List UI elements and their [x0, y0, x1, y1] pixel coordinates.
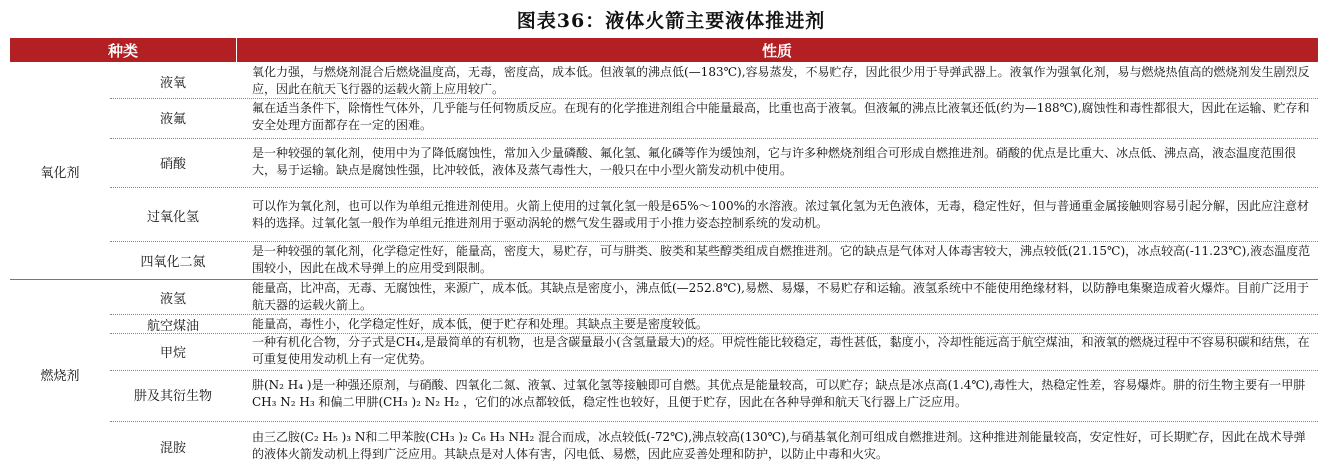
row-desc-hydrogen-peroxide: 可以作为氧化剂，也可以作为单组元推进剂使用。火箭上使用的过氧化氢一般是65%～100%的水溶液。浓过氧化氢为无色液体，无毒，稳定性好，但与普通重金属接触则容易引起分解，因此应注意材料的选择。过氧化氢一般作为单组元推进剂用于驱动涡轮的燃气发生器或用于小推力姿态控制系统的发动机。 [252, 199, 1309, 230]
category-oxidizer: 氧化剂 [40, 165, 80, 181]
row-name-methane: 甲烷 [159, 345, 186, 361]
row-name-hydrogen-peroxide: 过氧化氢 [146, 209, 199, 225]
figure-title: 图表36：液体火箭主要液体推进剂 [516, 10, 826, 32]
row-divider [110, 370, 1318, 371]
row-desc-hydrazine: 肼(N₂ H₄ )是一种强还原剂，与硝酸、四氧化二氮、液氧、过氧化氢等接触即可自燃。其优点是能量较高，可以贮存；缺点是冰点高(1.4℃),毒性大，热稳定性差，容易爆炸。肼的衍生物主要有一甲肼CH₃ N₂ H₃ 和偏二甲肼(CH₃ )₂ N₂ H₂ ，它们的冰点都较低，稳定性也较好，且便于贮存，因此在各种导弹和航天飞行器上广泛应用。 [252, 378, 1306, 409]
header-property [236, 38, 1318, 62]
category-fuel: 燃烧剂 [40, 368, 80, 384]
row-divider [110, 333, 1318, 334]
category-divider [10, 279, 1318, 280]
header-kind [10, 38, 236, 62]
row-divider [110, 421, 1318, 422]
row-desc-liquid-hydrogen: 能量高，比冲高，无毒、无腐蚀性，来源广，成本低。其缺点是密度小，沸点低(—252.8℃),易燃、易爆，不易贮存和运输。液氢系统中不能使用绝缘材料，以防静电集聚造成着火爆炸。目前广泛用于航天器的运载火箭上。 [252, 281, 1309, 312]
row-desc-kerosene: 能量高，毒性小，化学稳定性好，成本低，便于贮存和处理。其缺点主要是密度较低。 [252, 316, 709, 331]
row-name-mixed-amine: 混胺 [159, 440, 186, 456]
row-desc-mixed-amine: 由三乙胺(C₂ H₅ )₃ N和二甲苯胺(CH₃ )₂ C₆ H₃ NH₂ 混合而成，冰点较低(-72℃),沸点较高(130℃),与硝基氧化剂可组成自燃推进剂。这种推进剂能量较高，安定性好，可长期贮存，因此在战术导弹的液体火箭发动机上得到广泛应用。其缺点是对人体有害，闪电低、易燃，因此应妥善处理和防护，以防止中毒和火灾。 [252, 430, 1306, 461]
row-desc-liquid-fluorine: 氟在适当条件下，除惰性气体外，几乎能与任何物质反应。在现有的化学推进剂组合中能量最高，比重也高于液氧。但液氟的沸点比液氧还低(约为—188℃),腐蚀性和毒性都很大，因此在运输、贮存和安全处理方面都存在一定的困难。 [252, 101, 1310, 132]
row-name-liquid-oxygen: 液氧 [159, 75, 186, 91]
row-name-hydrazine: 肼及其衍生物 [133, 388, 212, 404]
row-divider [110, 241, 1318, 242]
row-name-nitric-acid: 硝酸 [159, 156, 186, 172]
row-name-liquid-hydrogen: 液氢 [159, 291, 186, 307]
header-property-label: 性质 [761, 41, 792, 60]
row-divider [110, 98, 1318, 99]
row-name-kerosene: 航空煤油 [146, 318, 199, 334]
row-divider [110, 138, 1318, 139]
row-name-dinitrogen-tetroxide: 四氧化二氮 [140, 254, 206, 270]
row-desc-nitric-acid: 是一种较强的氧化剂，使用中为了降低腐蚀性，常加入少量磷酸、氟化氢、氟化磷等作为缓蚀剂，它与许多种燃烧剂组合可形成自燃推进剂。硝酸的优点是比重大、冰点低、沸点高，液态温度范围很大，易于运输。缺点是腐蚀性强，比冲较低，液体及蒸气毒性大，一般只在中小型火箭发动机中使用。 [252, 146, 1297, 177]
header-kind-label: 种类 [107, 41, 138, 60]
row-desc-liquid-oxygen: 氧化力强，与燃烧剂混合后燃烧温度高，无毒，密度高，成本低。但液氧的沸点低(—183℃),容易蒸发，不易贮存，因此很少用于导弹武器上。液氧作为强氧化剂，易与燃烧热值高的燃烧剂发生剧烈反应，因此在航天飞行器的运载火箭上应用较广。 [252, 65, 1310, 96]
row-divider [110, 187, 1318, 188]
row-desc-methane: 一种有机化合物，分子式是CH₄,是最简单的有机物，也是含碳量最小(含氢量最大)的烃。甲烷性能比较稳定，毒性甚低，黏度小，冷却性能远高于航空煤油，和液氧的燃烧过程中不容易积碳和结焦，在可重复使用发动机上有一定优势。 [252, 335, 1310, 366]
row-divider [110, 314, 1318, 315]
header-separator [236, 38, 237, 62]
row-desc-dinitrogen-tetroxide: 是一种较强的氧化剂，化学稳定性好，能量高，密度大，易贮存，可与肼类、胺类和某些醇类组成自燃推进剂。它的缺点是气体对人体毒害较大，沸点较低(21.15℃)，冰点较高(-11.23℃),液态温度范围较小，因此在战术导弹上的应用受到限制。 [252, 244, 1311, 275]
row-name-liquid-fluorine: 液氟 [159, 111, 186, 127]
